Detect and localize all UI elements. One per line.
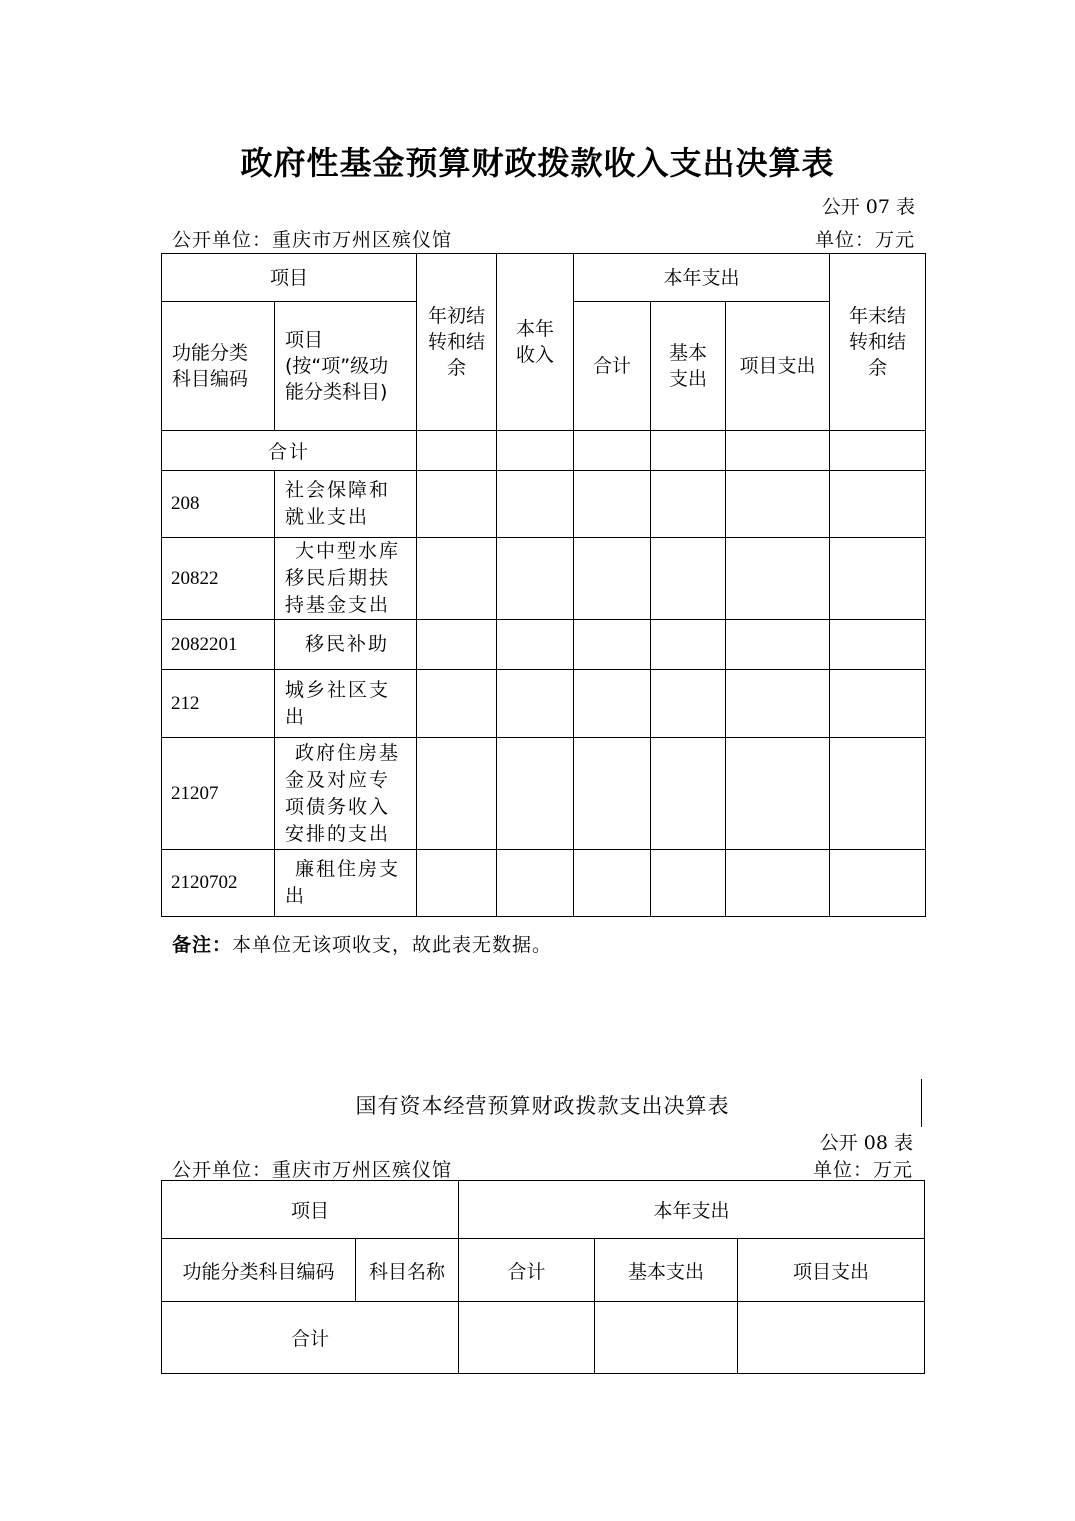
row-name: 廉租住房支出 <box>275 850 417 917</box>
t08-header-expense: 本年支出 <box>459 1181 925 1239</box>
header-item: 项目(按“项”级功能分类科目) <box>275 302 417 431</box>
header-closing-balance: 年末结转和结余 <box>830 254 926 431</box>
row-code: 2082201 <box>162 620 275 670</box>
row-name: 大中型水库移民后期扶持基金支出 <box>275 538 417 620</box>
t08-header-code: 功能分类科目编码 <box>162 1239 356 1302</box>
header-project: 项目 <box>162 254 417 302</box>
header-code: 功能分类科目编码 <box>162 302 275 431</box>
table-row <box>162 850 926 917</box>
table08-title: 国有资本经营预算财政拨款支出决算表 <box>355 1094 730 1118</box>
row-code: 21207 <box>162 738 275 850</box>
table-row <box>162 620 926 670</box>
t08-header-subject: 科目名称 <box>356 1239 459 1302</box>
row-code: 212 <box>162 670 275 738</box>
header-project-expense: 项目支出 <box>726 302 830 431</box>
header-basic: 基本支出 <box>651 302 726 431</box>
table-row <box>162 738 926 850</box>
t08-header-project: 项目 <box>162 1181 459 1239</box>
table08 <box>161 1180 925 1374</box>
t08-header-total: 合计 <box>459 1239 595 1302</box>
t08-total-row-label: 合计 <box>162 1302 459 1374</box>
row-code: 20822 <box>162 538 275 620</box>
table07-form-number: 公开 07 表 <box>821 196 915 218</box>
header-current-income: 本年收入 <box>497 254 574 431</box>
row-code: 2120702 <box>162 850 275 917</box>
table-row <box>162 431 926 471</box>
table08-unit-label: 公开单位：重庆市万州区殡仪馆 <box>172 1159 453 1181</box>
table-row <box>162 670 926 738</box>
table08-form-number: 公开 08 表 <box>819 1132 913 1154</box>
table-row <box>162 538 926 620</box>
header-current-expense: 本年支出 <box>574 254 830 302</box>
table07-currency-label: 单位：万元 <box>814 229 915 251</box>
table07-note <box>172 930 552 957</box>
table07-unit-label: 公开单位：重庆市万州区殡仪馆 <box>172 229 453 251</box>
table-row <box>162 1302 925 1374</box>
row-name: 政府住房基金及对应专项债务收入安排的支出 <box>275 738 417 850</box>
row-name: 社会保障和就业支出 <box>275 471 417 538</box>
table07-title: 政府性基金预算财政拨款收入支出决算表 <box>240 144 835 182</box>
row-name: 城乡社区支出 <box>275 670 417 738</box>
header-total: 合计 <box>574 302 651 431</box>
note-label: 备注： <box>172 934 233 956</box>
table07 <box>161 253 926 917</box>
row-code: 208 <box>162 471 275 538</box>
margin-line <box>921 1079 922 1127</box>
table-row <box>162 471 926 538</box>
header-opening-balance: 年初结转和结余 <box>417 254 497 431</box>
note-text: 本单位无该项收支，故此表无数据。 <box>232 934 553 956</box>
table08-currency-label: 单位：万元 <box>812 1159 913 1181</box>
total-row-label: 合计 <box>162 431 417 471</box>
row-name: 移民补助 <box>275 620 417 670</box>
t08-header-basic: 基本支出 <box>595 1239 738 1302</box>
t08-header-project-expense: 项目支出 <box>738 1239 925 1302</box>
